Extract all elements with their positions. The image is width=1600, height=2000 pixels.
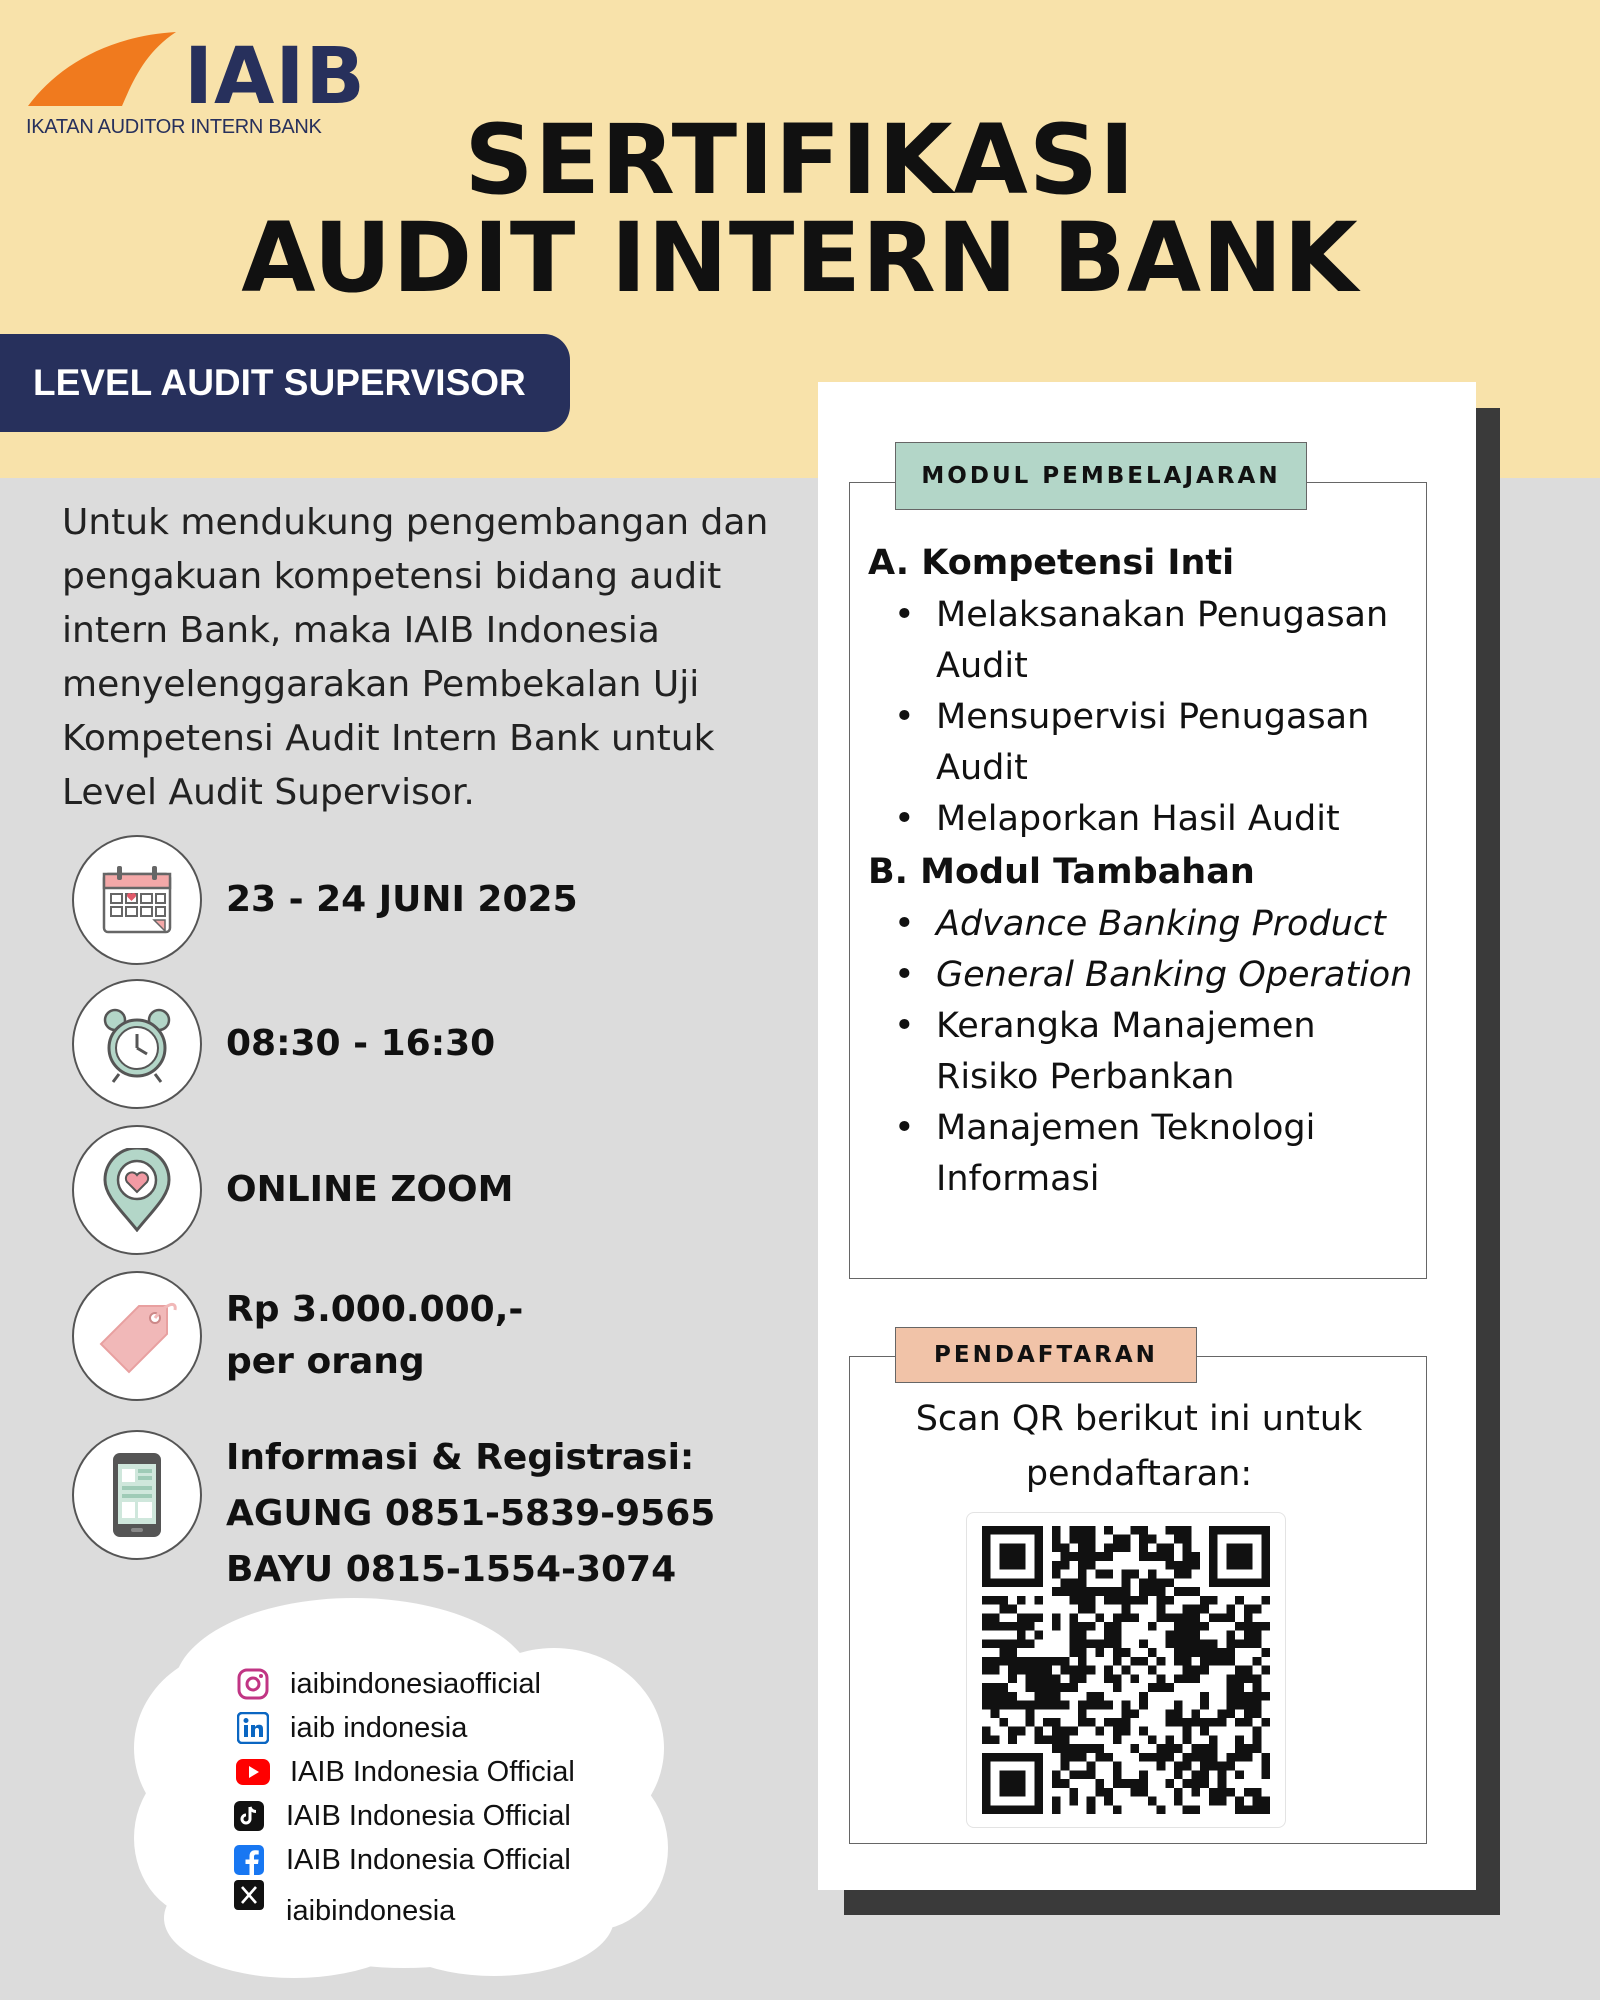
social-media-list	[236, 1662, 575, 1928]
list-item: • General Banking Operation	[868, 950, 1428, 1001]
logo-swoosh-icon	[26, 28, 186, 118]
event-price	[226, 1284, 523, 1388]
social-linkedin[interactable]	[236, 1706, 575, 1750]
section-b-list	[868, 899, 1428, 1205]
registration-tag: PENDAFTARAN	[895, 1327, 1197, 1383]
event-time	[226, 1018, 495, 1070]
social-instagram[interactable]	[236, 1662, 575, 1706]
youtube-handle: IAIB Indonesia Official	[290, 1755, 575, 1788]
linkedin-icon	[236, 1711, 270, 1745]
logo-wordmark: IAIB	[184, 32, 366, 122]
list-item: • Melaporkan Hasil Audit	[868, 794, 1428, 845]
price-tag-icon	[72, 1271, 202, 1401]
qr-code-icon	[982, 1526, 1270, 1814]
tiktok-icon	[232, 1799, 266, 1833]
list-item: • Mensupervisi Penugasan Audit	[868, 692, 1428, 794]
registration-qr-code[interactable]	[966, 1512, 1286, 1828]
list-item: • Advance Banking Product	[868, 899, 1428, 950]
instagram-handle: iaibindonesiaofficial	[290, 1667, 541, 1700]
contact-phone-agung: AGUNG 0851-5839-9565	[226, 1493, 716, 1534]
logo-subtitle: IKATAN AUDITOR INTERN BANK	[26, 116, 322, 138]
section-b-heading: B. Modul Tambahan	[868, 852, 1255, 892]
x-handle: iaibindonesia	[286, 1895, 456, 1927]
price-amount: Rp 3.000.000,-	[226, 1289, 524, 1330]
smartphone-icon	[72, 1430, 202, 1560]
event-time-text: 08:30 - 16:30	[226, 1023, 496, 1064]
registration-instructions: Scan QR berikut ini untuk pendaftaran:	[915, 1399, 1363, 1494]
contact-title: Informasi & Registrasi:	[226, 1437, 695, 1478]
page-title-line-1: SERTIFIKASI	[464, 104, 1136, 216]
list-item: • Manajemen Teknologi Informasi	[868, 1103, 1428, 1205]
event-date	[226, 874, 578, 926]
youtube-icon	[236, 1755, 270, 1789]
tiktok-handle: IAIB Indonesia Official	[286, 1799, 571, 1832]
price-row	[72, 1271, 523, 1401]
module-content	[868, 536, 1428, 1205]
x-icon	[232, 1878, 266, 1912]
instagram-icon	[236, 1667, 270, 1701]
list-item: • Melaksanakan Penugasan Audit	[868, 590, 1428, 692]
social-tiktok[interactable]	[232, 1794, 575, 1838]
time-row	[72, 979, 495, 1109]
facebook-handle: IAIB Indonesia Official	[286, 1843, 571, 1876]
social-youtube[interactable]	[236, 1750, 575, 1794]
module-tag: MODUL PEMBELAJARAN	[895, 442, 1307, 510]
contact-row	[72, 1430, 715, 1598]
linkedin-handle: iaib indonesia	[290, 1711, 468, 1744]
location-pin-icon	[72, 1125, 202, 1255]
event-location	[226, 1164, 513, 1216]
social-facebook[interactable]	[232, 1838, 575, 1882]
level-badge: LEVEL AUDIT SUPERVISOR	[0, 334, 570, 432]
location-row	[72, 1125, 513, 1255]
intro-paragraph: Untuk mendukung pengembangan dan pengakuan kompetensi bidang audit intern Bank, maka IAIB Indonesia menyelenggarakan Pembekalan Uji Kompetensi Audit Intern Bank untuk Level Audit Supervisor.	[62, 502, 769, 813]
contact-phone-bayu: BAYU 0815-1554-3074	[226, 1549, 677, 1590]
facebook-icon	[232, 1843, 266, 1877]
section-a-heading: A. Kompetensi Inti	[868, 543, 1235, 583]
contact-info	[226, 1430, 715, 1598]
alarm-clock-icon	[72, 979, 202, 1109]
date-row	[72, 835, 578, 965]
price-unit: per orang	[226, 1341, 425, 1382]
social-x[interactable]	[232, 1882, 575, 1928]
section-a-list	[868, 590, 1428, 845]
page-title-line-2: AUDIT INTERN BANK	[241, 202, 1359, 314]
event-location-text: ONLINE ZOOM	[226, 1169, 514, 1210]
event-date-text: 23 - 24 JUNI 2025	[226, 879, 578, 920]
list-item: • Kerangka Manajemen Risiko Perbankan	[868, 1001, 1428, 1103]
calendar-icon	[72, 835, 202, 965]
